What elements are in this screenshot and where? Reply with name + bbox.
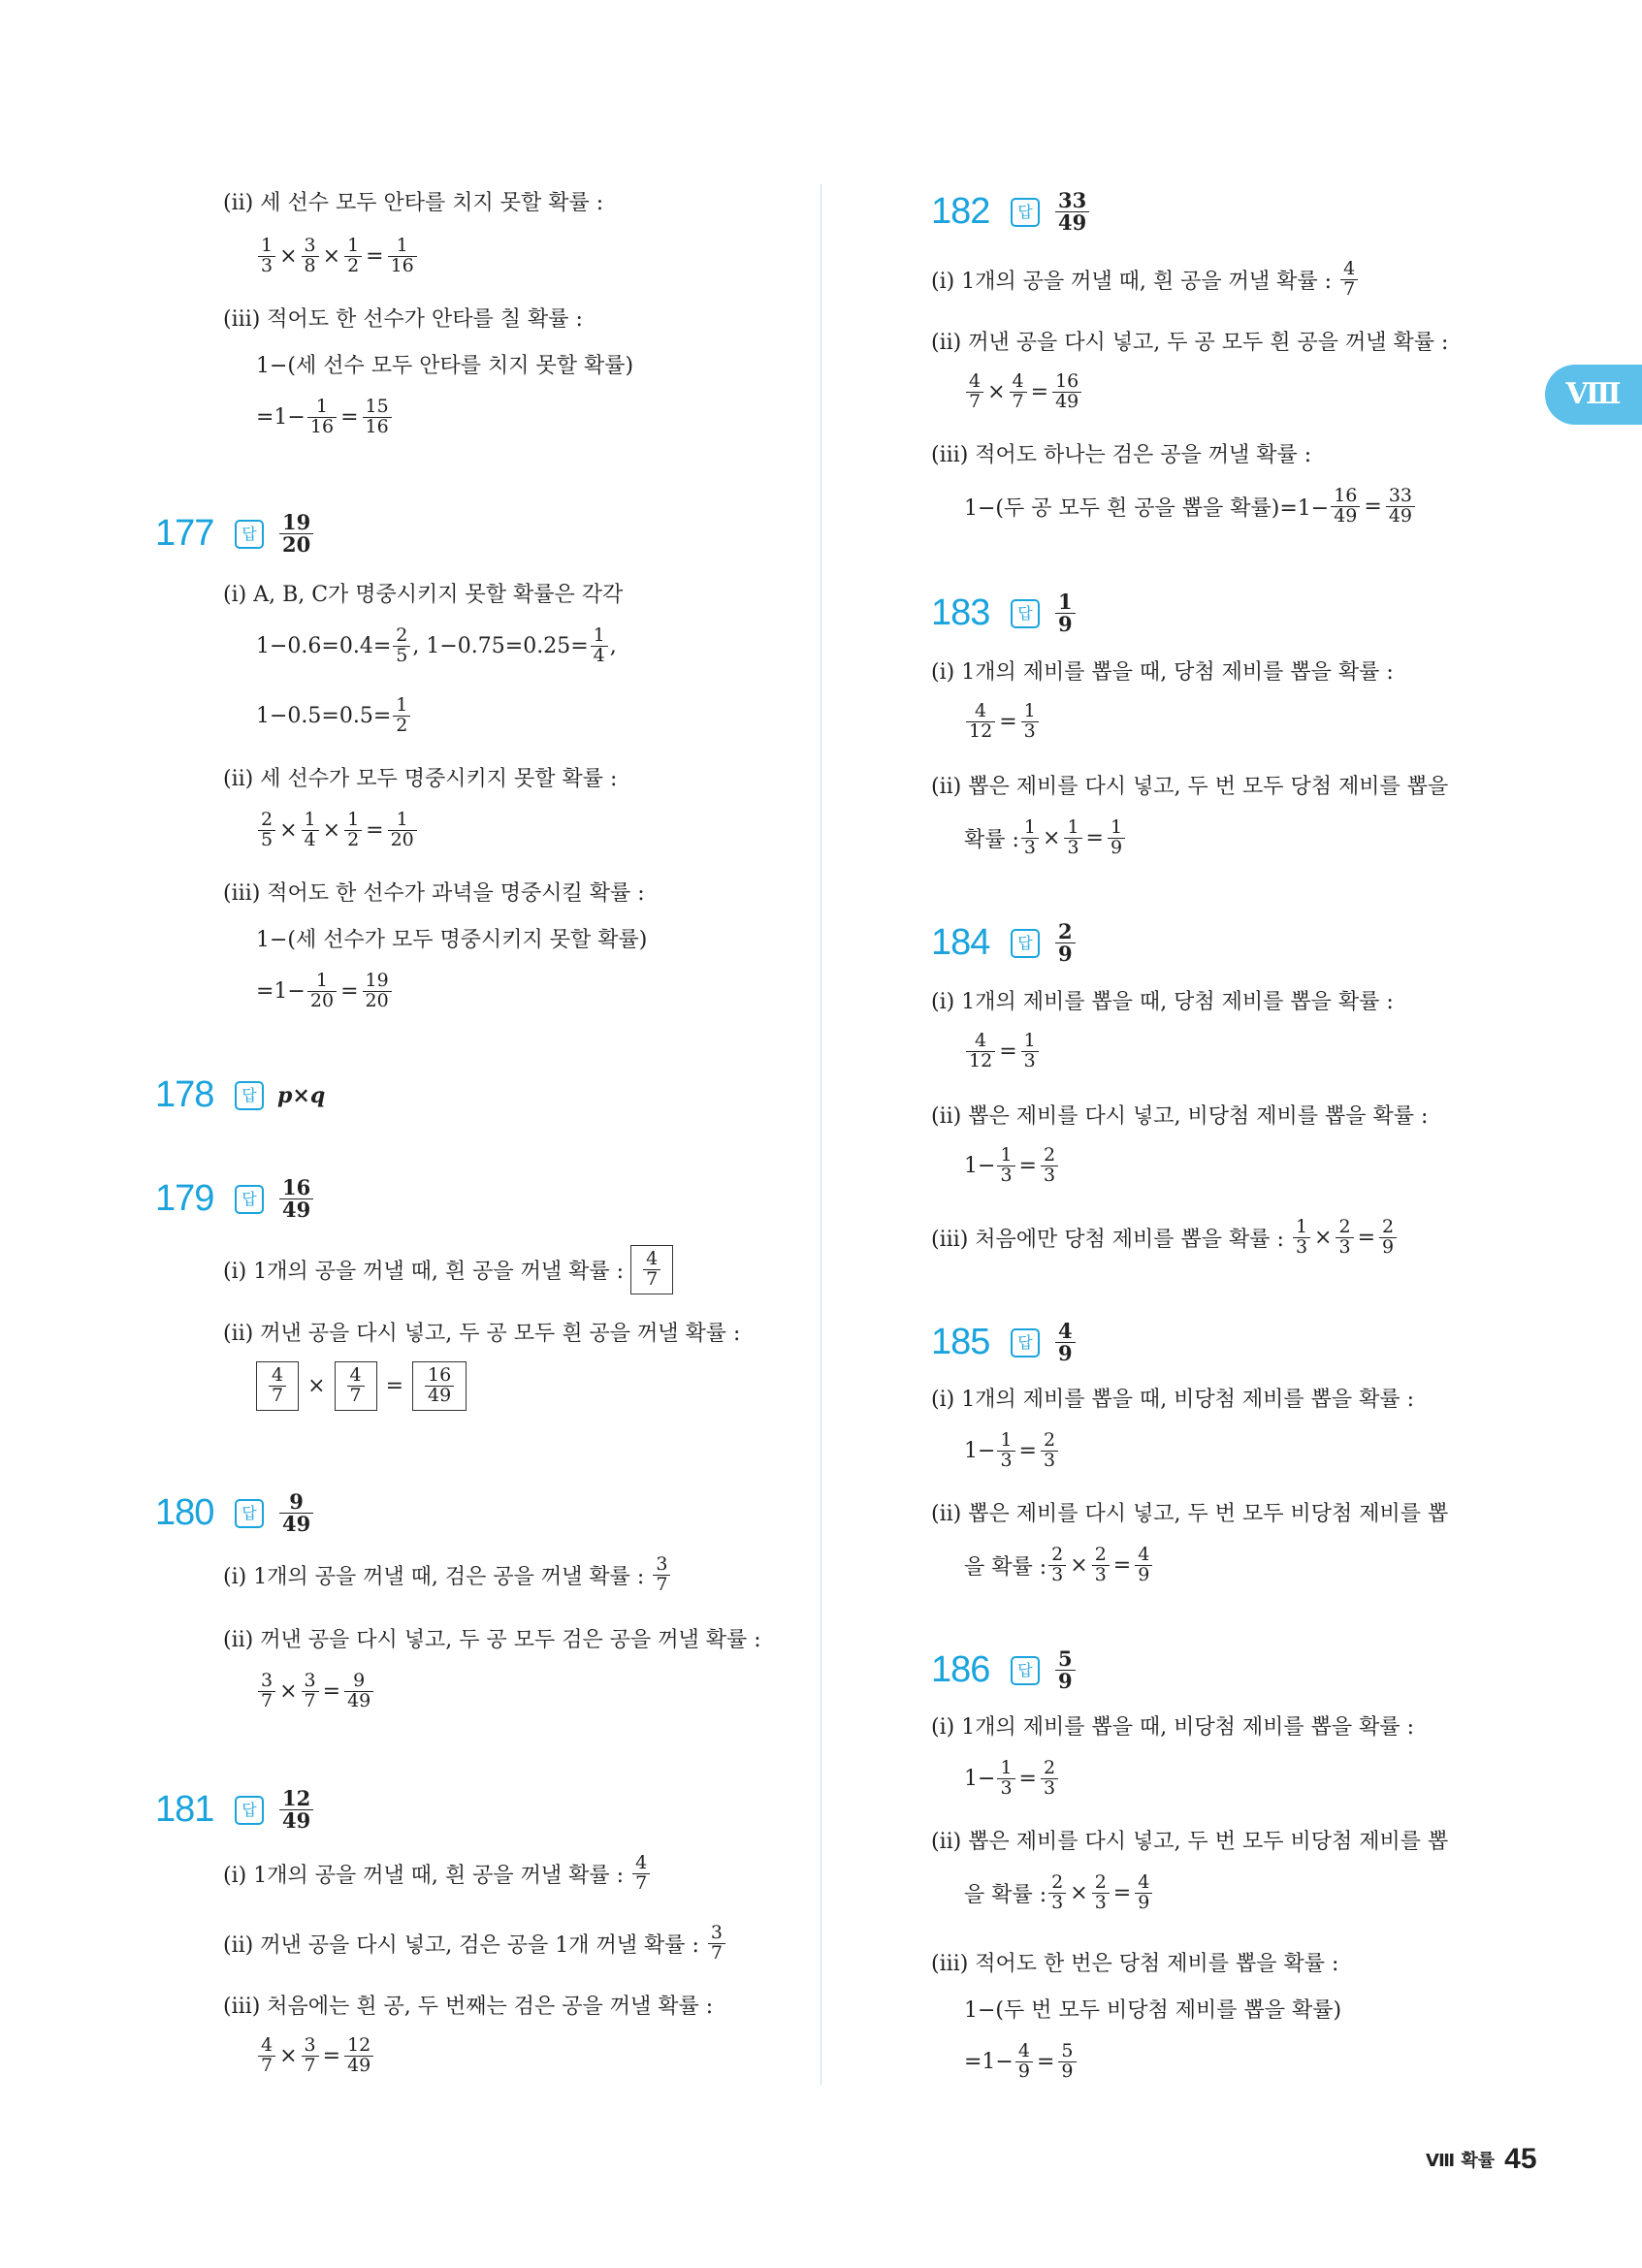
- equation: (ⅰ) 1개의 공을 꺼낼 때, 흰 공을 꺼낼 확률 : $\frac{4}{7}$: [223, 1245, 673, 1294]
- problem-header-178: [155, 1074, 325, 1116]
- fraction: $\frac{9}{49}$: [344, 1672, 373, 1711]
- problem-header-184: [931, 921, 1078, 965]
- answer-badge: 답: [235, 1081, 264, 1110]
- text-line: 1−(세 선수가 모두 명중시키지 못할 확률): [256, 928, 648, 952]
- problem-header-181: [155, 1788, 315, 1832]
- fraction: $\frac{33}{49}$: [1386, 487, 1415, 527]
- problem-number: 182: [931, 191, 990, 233]
- fraction: $\frac{1}{4}$: [302, 811, 319, 850]
- fraction: $\frac{1}{3}$: [997, 1146, 1014, 1186]
- equation: $\frac{4}{12}$ = $\frac{1}{3}$: [964, 702, 1041, 742]
- fraction: $\frac{2}{9}$: [1379, 1218, 1397, 1258]
- equation: (ⅰ) 1개의 공을 꺼낼 때, 흰 공을 꺼낼 확률 : $\frac{4}{7}$: [223, 1854, 652, 1894]
- answer-fraction: $\frac{2}{9}$: [1055, 921, 1076, 965]
- equation: 1−0.5=0.5= $\frac{1}{2}$: [256, 696, 412, 736]
- fraction: $\frac{3}{8}$: [302, 237, 319, 276]
- fraction: $\frac{1}{3}$: [1293, 1218, 1310, 1258]
- problem-number: 185: [931, 1322, 990, 1363]
- problem-header-182: [931, 190, 1091, 234]
- equation: (ⅲ) 처음에만 당첨 제비를 뽑을 확률 : $\frac{1}{3}$ × $\frac{2}{3}$ = $\frac{2}{9}$: [931, 1218, 1399, 1258]
- fraction: $\frac{4}{7}$: [1010, 372, 1027, 412]
- fraction: $\frac{1}{16}$: [388, 237, 417, 276]
- text-line: (ⅲ) 적어도 한 선수가 안타를 칠 확률 :: [223, 307, 583, 332]
- fraction: $\frac{1}{2}$: [344, 237, 362, 276]
- fraction: $\frac{4}{9}$: [1135, 1873, 1152, 1913]
- text-line: (ⅱ) 꺼낸 공을 다시 넣고, 두 공 모두 흰 공을 꺼낼 확률 :: [223, 1322, 741, 1346]
- fraction: $\frac{2}{3}$: [1092, 1546, 1110, 1585]
- fraction: $\frac{2}{3}$: [1048, 1873, 1066, 1913]
- fraction: $\frac{4}{12}$: [966, 1032, 995, 1071]
- text-line: (ⅱ) 뽑은 제비를 다시 넣고, 두 번 모두 당첨 제비를 뽑을: [931, 775, 1449, 799]
- problem-number: 178: [155, 1074, 214, 1115]
- fraction: $\frac{1}{20}$: [388, 811, 417, 850]
- equation: 1− $\frac{1}{3}$ = $\frac{2}{3}$: [964, 1431, 1060, 1471]
- answer-box: $\frac{4}{7}$: [630, 1245, 673, 1294]
- fraction: $\frac{4}{12}$: [966, 702, 995, 742]
- equation: 을 확률 : $\frac{2}{3}$ × $\frac{2}{3}$ = $\frac{4}{9}$: [964, 1873, 1154, 1913]
- answer-badge: 답: [235, 1185, 264, 1214]
- problem-number: 186: [931, 1649, 990, 1691]
- fraction: $\frac{1}{9}$: [1108, 818, 1125, 858]
- fraction: $\frac{2}{5}$: [393, 626, 410, 666]
- answer-fraction: $\frac{4}{9}$: [1055, 1321, 1076, 1364]
- equation: (ⅱ) 꺼낸 공을 다시 넣고, 검은 공을 1개 꺼낼 확률 : $\frac{3}{7}$: [223, 1924, 727, 1964]
- equation: =1− $\frac{1}{20}$ = $\frac{19}{20}$: [256, 972, 394, 1011]
- fraction: $\frac{4}{7}$: [632, 1854, 650, 1894]
- text-line: (ⅱ) 세 선수가 모두 명중시키지 못할 확률 :: [223, 767, 618, 791]
- problem-number: 184: [931, 922, 990, 964]
- fraction: $\frac{3}{7}$: [302, 1672, 319, 1711]
- problem-number: 183: [931, 592, 990, 634]
- text-line: (ⅰ) 1개의 제비를 뽑을 때, 당첨 제비를 뽑을 확률 :: [931, 660, 1394, 685]
- problem-number: 177: [155, 513, 214, 555]
- fraction: $\frac{1}{3}$: [1021, 818, 1039, 858]
- fraction: $\frac{1}{4}$: [591, 626, 608, 666]
- text-line: (ⅰ) A, B, C가 명중시키지 못할 확률은 각각: [223, 583, 624, 607]
- fraction: $\frac{3}{7}$: [302, 2036, 319, 2076]
- text-line: (ⅰ) 1개의 제비를 뽑을 때, 당첨 제비를 뽑을 확률 :: [931, 990, 1394, 1014]
- answer-badge: 답: [235, 520, 264, 549]
- answer-box: $\frac{4}{7}$: [335, 1361, 377, 1411]
- fraction: $\frac{4}{7}$: [258, 2036, 275, 2076]
- answer-badge: 답: [1011, 1328, 1040, 1358]
- answer-fraction: $\frac{33}{49}$: [1055, 190, 1089, 234]
- page-footer: [1426, 2143, 1537, 2176]
- equation: 1− $\frac{1}{3}$ = $\frac{2}{3}$: [964, 1759, 1060, 1799]
- fraction: $\frac{16}{49}$: [1052, 372, 1081, 412]
- fraction: $\frac{15}{16}$: [363, 398, 392, 437]
- answer-fraction: $\frac{1}{9}$: [1055, 591, 1076, 635]
- equation: $\frac{4}{12}$ = $\frac{1}{3}$: [964, 1032, 1041, 1071]
- fraction: $\frac{2}{5}$: [258, 811, 275, 850]
- text-line: (ⅱ) 뽑은 제비를 다시 넣고, 두 번 모두 비당첨 제비를 뽑: [931, 1502, 1449, 1526]
- fraction: $\frac{3}{7}$: [653, 1555, 670, 1595]
- equation: 1−(두 공 모두 흰 공을 뽑을 확률)=1− $\frac{16}{49}$ = $\frac{33}{49}$: [964, 487, 1417, 527]
- answer-badge: 답: [235, 1796, 264, 1825]
- equation: $\frac{1}{3}$ × $\frac{3}{8}$ × $\frac{1}{2}$ = $\frac{1}{16}$: [256, 237, 419, 276]
- fraction: $\frac{1}{3}$: [1064, 818, 1081, 858]
- fraction: $\frac{2}{3}$: [1092, 1873, 1110, 1913]
- fraction: $\frac{1}{2}$: [344, 811, 362, 850]
- answer-fraction: $\frac{9}{49}$: [279, 1491, 313, 1535]
- equation: (ⅰ) 1개의 공을 꺼낼 때, 검은 공을 꺼낼 확률 : $\frac{3}{7}$: [223, 1555, 672, 1595]
- fraction: $\frac{4}{7}$: [1340, 260, 1358, 300]
- answer-box: $\frac{4}{7}$: [256, 1361, 299, 1411]
- fraction: $\frac{1}{3}$: [1021, 1032, 1039, 1071]
- answer-fraction: $\frac{12}{49}$: [279, 1788, 313, 1832]
- fraction: $\frac{19}{20}$: [363, 972, 392, 1011]
- answer-box: $\frac{16}{49}$: [412, 1361, 467, 1411]
- text-line: (ⅱ) 뽑은 제비를 다시 넣고, 두 번 모두 비당첨 제비를 뽑: [931, 1830, 1449, 1854]
- problem-number: 181: [155, 1789, 214, 1831]
- text-line: 1−(두 번 모두 비당첨 제비를 뽑을 확률): [964, 1998, 1342, 2023]
- fraction: $\frac{3}{7}$: [258, 1672, 275, 1711]
- equation: (ⅰ) 1개의 공을 꺼낼 때, 흰 공을 꺼낼 확률 : $\frac{4}{7}$: [931, 260, 1360, 300]
- page-number: 45: [1504, 2143, 1537, 2175]
- fraction: $\frac{1}{3}$: [1021, 702, 1039, 742]
- answer-fraction: $\frac{16}{49}$: [279, 1177, 313, 1221]
- text-line: 1−(세 선수 모두 안타를 치지 못할 확률): [256, 354, 634, 378]
- answer-badge: 답: [1011, 1656, 1040, 1685]
- equation: $\frac{4}{7}$ × $\frac{4}{7}$ = $\frac{16}{49}$: [964, 372, 1083, 412]
- answer-badge: 답: [1011, 929, 1040, 958]
- answer-fraction: $\frac{19}{20}$: [279, 512, 313, 556]
- fraction: $\frac{12}{49}$: [344, 2036, 373, 2076]
- answer-badge: 답: [1011, 599, 1040, 628]
- equation: 1−0.6=0.4= $\frac{2}{5}$ , 1−0.75=0.25= $\frac{1}{4}$ ,: [256, 624, 617, 666]
- answer-fraction: $\frac{5}{9}$: [1055, 1648, 1076, 1692]
- text-line: (ⅰ) 1개의 제비를 뽑을 때, 비당첨 제비를 뽑을 확률 :: [931, 1388, 1415, 1412]
- text-line: (ⅱ) 꺼낸 공을 다시 넣고, 두 공 모두 흰 공을 꺼낼 확률 :: [931, 331, 1449, 355]
- fraction: $\frac{2}{3}$: [1041, 1759, 1058, 1799]
- answer-badge: 답: [235, 1499, 264, 1528]
- problem-header-179: [155, 1177, 315, 1221]
- text-line: (ⅲ) 처음에는 흰 공, 두 번째는 검은 공을 꺼낼 확률 :: [223, 1995, 714, 2019]
- equation: =1− $\frac{4}{9}$ = $\frac{5}{9}$: [964, 2042, 1079, 2082]
- fraction: $\frac{4}{7}$: [966, 372, 983, 412]
- fraction: $\frac{16}{49}$: [1331, 487, 1360, 527]
- text-line: (ⅲ) 적어도 한 선수가 과녁을 명중시킬 확률 :: [223, 881, 645, 906]
- fraction: $\frac{2}{3}$: [1048, 1546, 1066, 1585]
- problem-header-183: [931, 591, 1078, 635]
- equation: $\frac{4}{7}$ × $\frac{4}{7}$ = $\frac{16}{49}$: [256, 1361, 467, 1411]
- fraction: $\frac{1}{3}$: [997, 1759, 1014, 1799]
- problem-header-177: [155, 512, 315, 556]
- problem-header-180: [155, 1491, 315, 1535]
- text-line: (ⅱ) 꺼낸 공을 다시 넣고, 두 공 모두 검은 공을 꺼낼 확률 :: [223, 1628, 761, 1652]
- fraction: $\frac{2}{3}$: [1041, 1431, 1058, 1471]
- fraction: $\frac{2}{3}$: [1041, 1146, 1058, 1186]
- fraction: $\frac{1}{3}$: [997, 1431, 1014, 1471]
- section-label: Ⅷ 확률: [1426, 2151, 1496, 2171]
- fraction: $\frac{1}{16}$: [307, 398, 337, 437]
- fraction: $\frac{3}{7}$: [708, 1924, 725, 1964]
- equation: 을 확률 : $\frac{2}{3}$ × $\frac{2}{3}$ = $\frac{4}{9}$: [964, 1546, 1154, 1585]
- equation: $\frac{3}{7}$ × $\frac{3}{7}$ = $\frac{9}{49}$: [256, 1672, 375, 1711]
- fraction: $\frac{5}{9}$: [1058, 2042, 1076, 2082]
- problem-number: 180: [155, 1492, 214, 1534]
- problem-header-186: [931, 1648, 1078, 1692]
- problem-header-185: [931, 1321, 1078, 1364]
- equation: 확률 : $\frac{1}{3}$ × $\frac{1}{3}$ = $\frac{1}{9}$: [964, 818, 1127, 858]
- chapter-tab: Ⅷ: [1545, 365, 1642, 425]
- fraction: $\frac{4}{9}$: [1135, 1546, 1152, 1585]
- equation: =1− $\frac{1}{16}$ = $\frac{15}{16}$: [256, 398, 394, 437]
- fraction: $\frac{1}{2}$: [393, 696, 410, 736]
- fraction: $\frac{1}{3}$: [258, 237, 275, 276]
- fraction: $\frac{2}{3}$: [1336, 1218, 1353, 1258]
- fraction: $\frac{4}{9}$: [1015, 2042, 1033, 2082]
- answer-badge: 답: [1011, 198, 1040, 227]
- text-line: (ⅲ) 적어도 하나는 검은 공을 꺼낼 확률 :: [931, 443, 1312, 467]
- equation: 1− $\frac{1}{3}$ = $\frac{2}{3}$: [964, 1146, 1060, 1186]
- text-line: (ⅲ) 적어도 한 번은 당첨 제비를 뽑을 확률 :: [931, 1952, 1339, 1976]
- problem-number: 179: [155, 1178, 214, 1220]
- equation: $\frac{2}{5}$ × $\frac{1}{4}$ × $\frac{1}{2}$ = $\frac{1}{20}$: [256, 811, 419, 850]
- answer-text: p×q: [277, 1082, 326, 1108]
- text-line: (ⅱ) 세 선수 모두 안타를 치지 못할 확률 :: [223, 191, 604, 215]
- text-line: (ⅰ) 1개의 제비를 뽑을 때, 비당첨 제비를 뽑을 확률 :: [931, 1715, 1415, 1740]
- equation: $\frac{4}{7}$ × $\frac{3}{7}$ = $\frac{12}{49}$: [256, 2036, 375, 2076]
- text-line: (ⅱ) 뽑은 제비를 다시 넣고, 비당첨 제비를 뽑을 확률 :: [931, 1104, 1429, 1129]
- fraction: $\frac{1}{20}$: [307, 972, 337, 1011]
